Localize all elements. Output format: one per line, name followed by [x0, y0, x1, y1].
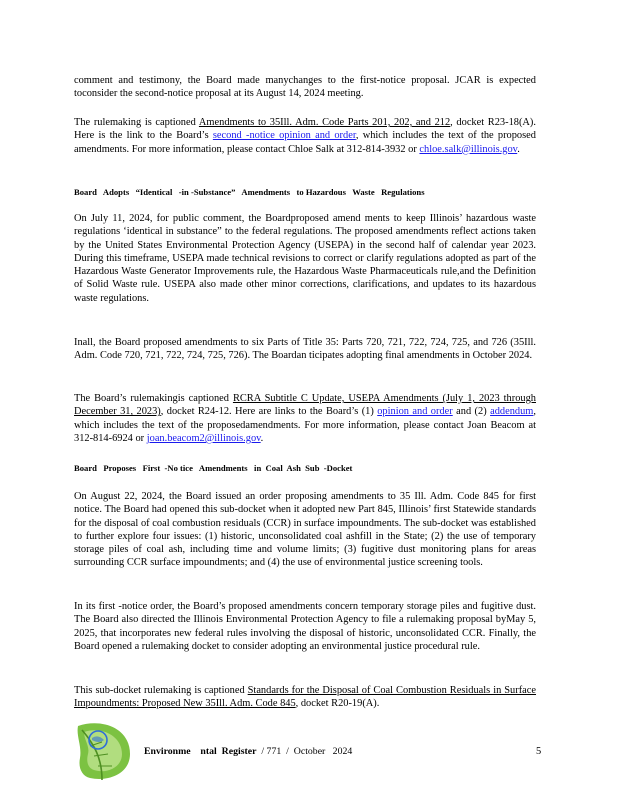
paragraph-text: On August 22, 2024, the Board issued an order proposing amendments to 35 Ill. Adm. Code 845 for first notice. The Board had opened this sub-docket when it adopted new Part 845, Illinois’ first Statewide standards for the disposal of coal combustion residuals (CCR) in surface impoundments. The sub-docket was established to further explore four issues: (1) historic, unconsolidated coal ashfill in the State; (2) the use of temporary storage piles of coal ash, including time and volume limits; (3) fugitive dust monitoring plans for areas surrounding CCR surface impoundments; and (4) the use of environmental justice screening tools.	[74, 491, 536, 569]
footer-issue: / 771 / October 2024	[256, 746, 353, 757]
paragraph-coal-ash	[74, 490, 536, 570]
leaf-logo-icon	[72, 718, 136, 784]
text: .	[517, 143, 520, 155]
paragraph-text: comment and testimony, the Board made manychanges to the first-notice proposal. JCAR is expected toconsider the second-notice proposal at its August 14, 2024 meeting.	[74, 75, 536, 100]
rulemaking-caption: Standards for the Disposal of Coal Combustion Residuals in Surface Impoundments: Proposed New 35Ill. Adm. Code 845	[74, 685, 537, 710]
second-notice-opinion-link[interactable]: second -notice opinion and order	[212, 130, 356, 142]
paragraph-text: Inall, the Board proposed amendments to six Parts of Title 35: Parts 720, 721, 722, 724, 725, and 726 (35Ill. Adm. Code 720, 721, 722, 724, 725, 726). The Boardan ticipates adopting final amendments in October 2024.	[74, 337, 536, 362]
paragraph-rcra-caption	[74, 392, 536, 445]
paragraph-continuation	[74, 74, 536, 101]
text: , which includes the text of the proposedamendments. For more information, please contact Joan Beacom at 312-814-6924 or	[74, 406, 536, 444]
footer-title: Environme ntal Register	[144, 746, 257, 757]
paragraph-text: On July 11, 2024, for public comment, the Boardproposed amend ments to keep Illinois’ hazardous waste regulations ‘identical in substance” to the federal regulations. The proposed amendments reflect actions taken by the United States Environmental Protection Agency (USEPA) in the second half of calendar year 2023. During this timeframe, USEPA made technical revisions to correct or clarify regulations adopted as part of the Hazardous Waste Generator Improvements rule, the Hazardous Waste Pharmaceuticals rule,and the Definition of Solid Waste rule. USEPA also made other minor corrections, clarifications, and updates to its hazardous waste regulations.	[74, 213, 536, 304]
section-heading: Board Proposes First -No tice Amendments in Coal Ash Sub -Docket	[74, 463, 353, 473]
email-link-joan-beacom[interactable]: joan.beacom2@illinois.gov	[146, 432, 261, 444]
paragraph-title-35	[74, 336, 536, 363]
paragraph-text	[74, 116, 536, 156]
text: .	[260, 432, 264, 444]
text: , docket R23-18(A). Here is the link to the Board’s	[74, 117, 536, 142]
paragraph-text	[74, 684, 536, 711]
text: , docket R24-12. Here are links to the Board’s (1)	[160, 406, 378, 418]
rulemaking-caption: RCRA Subtitle C Update, USEPA Amendments (July 1, 2023 through December 31, 2023)	[74, 393, 536, 418]
text: The Board’s rulemakingis captioned	[74, 393, 233, 404]
text: This sub-docket rulemaking is captioned	[74, 685, 248, 696]
section-heading-coal-ash	[74, 462, 536, 474]
paragraph-hazardous-waste	[74, 212, 536, 305]
text: and (2)	[452, 406, 491, 418]
page-footer	[0, 718, 618, 788]
text: , which includes the text of the proposed amendments. For more information, please contact Chloe Salk at 312-814-3932 or	[74, 130, 536, 155]
opinion-and-order-link[interactable]: opinion and order	[377, 406, 453, 418]
email-link-chloe-salk[interactable]: chloe.salk@illinois.gov	[419, 143, 518, 155]
section-heading-hazardous-waste	[74, 186, 536, 198]
paragraph-first-notice-order	[74, 600, 536, 653]
addendum-link[interactable]: addendum	[490, 406, 534, 418]
text: , docket R20-19(A).	[295, 698, 380, 710]
text: The rulemaking is captioned	[74, 117, 199, 128]
paragraph-sub-docket-caption	[74, 684, 536, 711]
paragraph-text	[74, 392, 536, 445]
footer-publication	[144, 746, 352, 757]
section-heading: Board Adopts “Identical -in -Substance” Amendments to Hazardous Waste Regulations	[74, 187, 425, 197]
rulemaking-caption: Amendments to 35Ill. Adm. Code Parts 201, 202, and 212	[198, 117, 451, 128]
page-number: 5	[536, 746, 542, 757]
paragraph-text: In its first -notice order, the Board’s proposed amendments concern temporary storage piles and fugitive dust. The Board also directed the Illinois Environmental Protection Agency to file a rulemaking proposal byMay 5, 2025, that incorporates new federal rules involving the disposal of historic, unconsolidated CCR. Finally, the Board opened a rulemaking docket to consider adopting an environmental justice procedural rule.	[74, 601, 536, 652]
paragraph-rulemaking-caption	[74, 116, 536, 156]
